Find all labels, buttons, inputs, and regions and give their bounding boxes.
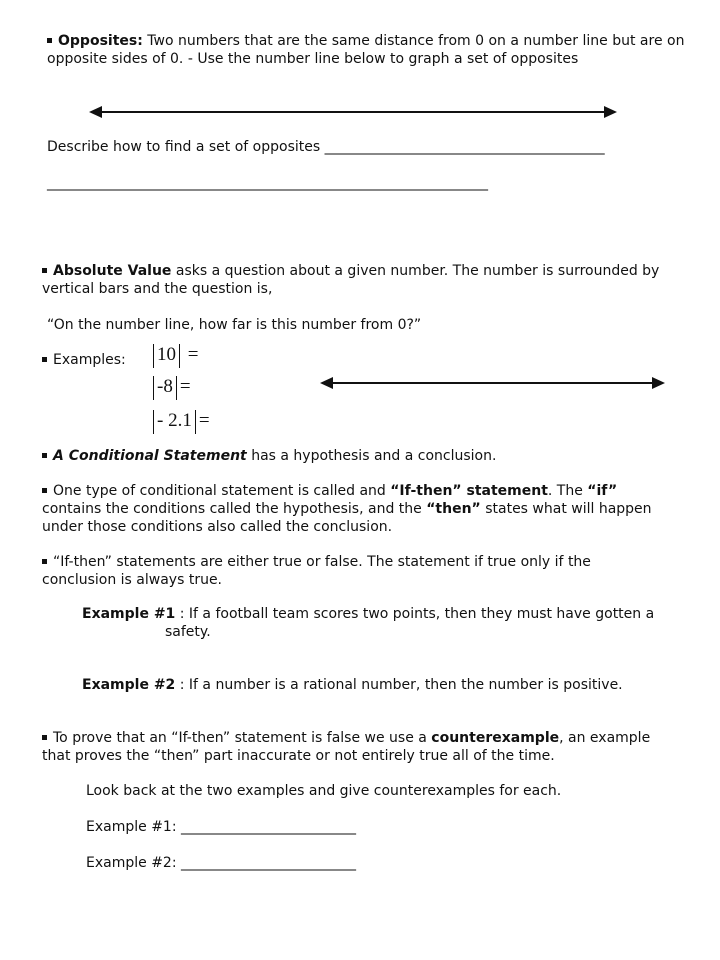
true-false-line1: “If-then” statements are either true or false. The statement if true only if the bbox=[42, 553, 591, 571]
examples-label: Examples: bbox=[42, 351, 126, 369]
answer-blank[interactable]: ________________________________________ bbox=[324, 139, 605, 155]
true-false-line2: conclusion is always true. bbox=[42, 572, 223, 588]
example-abs-neg8: -8 = bbox=[150, 374, 191, 400]
opposites-definition-line1: Opposites: Two numbers that are the same distance from 0 on a number line but are on bbox=[47, 32, 684, 50]
arrow-right-icon bbox=[604, 106, 617, 118]
opposites-definition-line2: opposite sides of 0. - Use the number line below to graph a set of opposites bbox=[47, 51, 579, 67]
counterexample-term: counterexample bbox=[431, 730, 560, 746]
bullet-icon bbox=[42, 488, 47, 493]
absolute-value-definition-line2: vertical bars and the question is, bbox=[42, 281, 273, 297]
answer-blank[interactable]: _______________________________________________________________ bbox=[47, 175, 488, 191]
absolute-value-term: Absolute Value bbox=[53, 263, 172, 279]
conditional-term: A Conditional Statement bbox=[53, 448, 247, 464]
bullet-icon bbox=[42, 268, 47, 273]
example-2-statement: Example #2 : If a number is a rational number, then the number is positive. bbox=[82, 677, 623, 693]
example-2-label: Example #2 bbox=[82, 677, 176, 693]
absolute-value-question: “On the number line, how far is this number from 0?” bbox=[47, 317, 422, 333]
answer-blank[interactable]: _________________________ bbox=[181, 819, 356, 835]
conditional-definition: A Conditional Statement has a hypothesis and a conclusion. bbox=[42, 447, 496, 465]
counterexample-1-row: Example #1: _________________________ bbox=[86, 819, 356, 835]
example-1-statement: Example #1 : If a football team scores two points, then they must have gotten a bbox=[82, 606, 655, 622]
counterexample-definition-line1: To prove that an “If-then” statement is false we use a counterexample, an example bbox=[42, 729, 650, 747]
bullet-icon bbox=[42, 357, 47, 362]
bullet-icon bbox=[42, 453, 47, 458]
bullet-icon bbox=[42, 735, 47, 740]
if-then-definition-line1: One type of conditional statement is called and “If-then” statement. The “if” bbox=[42, 482, 617, 500]
example-1-label: Example #1 bbox=[82, 606, 176, 622]
opposites-term: Opposites: bbox=[58, 33, 143, 49]
describe-opposites-prompt: Describe how to find a set of opposites ________________________________________ bbox=[47, 139, 605, 155]
absolute-value-definition-line1: Absolute Value asks a question about a given number. The number is surrounded by bbox=[42, 262, 659, 280]
counterexample-definition-line2: that proves the “then” part inaccurate or not entirely true all of the time. bbox=[42, 748, 555, 764]
answer-blank[interactable]: _________________________ bbox=[181, 855, 356, 871]
arrow-right-icon bbox=[652, 377, 665, 389]
counterexample-2-row: Example #2: _________________________ bbox=[86, 855, 356, 871]
bullet-icon bbox=[42, 559, 47, 564]
if-then-definition-line3: under those conditions also called the conclusion. bbox=[42, 519, 393, 535]
bullet-icon bbox=[47, 38, 52, 43]
if-then-definition-line2: contains the conditions called the hypothesis, and the “then” states what will happen bbox=[42, 501, 652, 517]
example-1-continuation: safety. bbox=[165, 624, 211, 640]
counterexample-prompt: Look back at the two examples and give counterexamples for each. bbox=[86, 783, 562, 799]
example-abs-10: 10 = bbox=[150, 342, 198, 368]
example-abs-neg2-1: - 2.1 = bbox=[150, 408, 210, 434]
